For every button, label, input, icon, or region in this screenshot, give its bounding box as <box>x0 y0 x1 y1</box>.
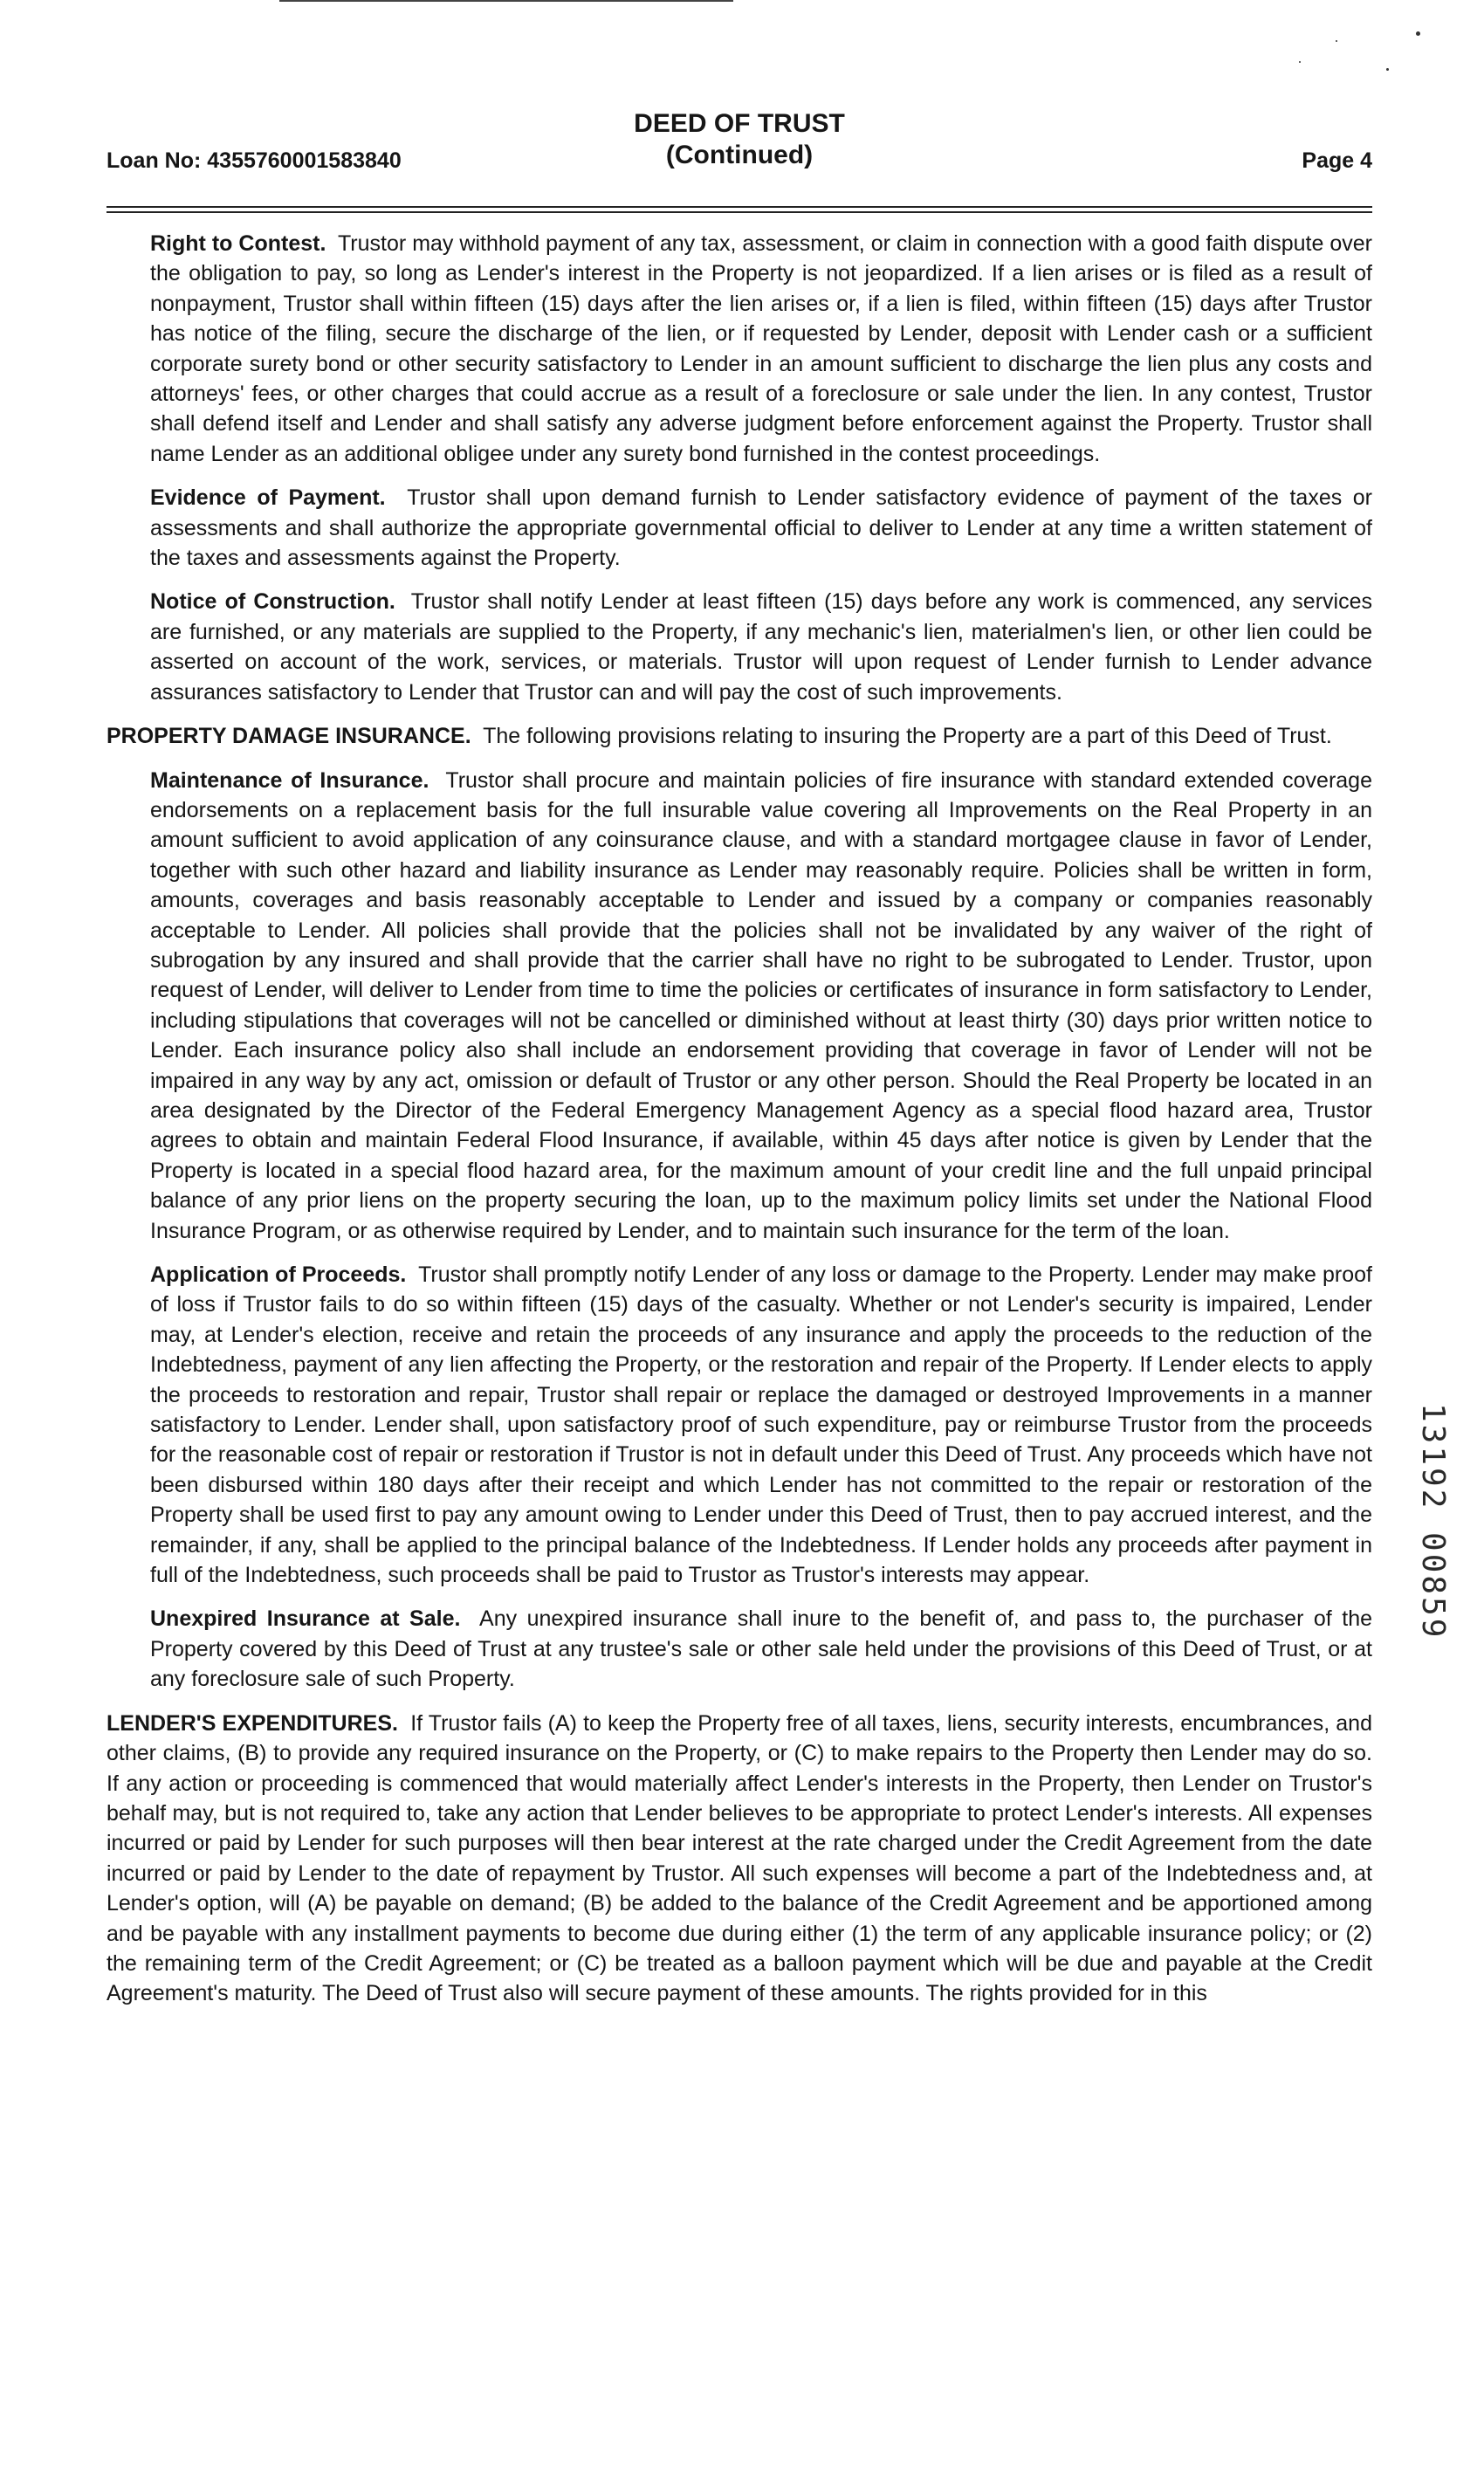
document-header <box>106 108 1372 178</box>
document-title-block <box>106 108 1372 171</box>
heading-lenders-expenditures: LENDER'S EXPENDITURES. <box>106 1710 398 1736</box>
text-application-of-proceeds: Trustor shall promptly notify Lender of any loss or damage to the Property. Lender may make proof of loss if Trustor fails to do so within fifteen (15) days of the casualty. Whether or not Lender's security is impaired, Lender may, at Lender's election, receive and retain the proceeds of any insurance and apply the proceeds to the reduction of the Indebtedness, payment of any lien affecting the Property, or the restoration and repair of the Property. If Lender elects to apply the proceeds to restoration and repair, Trustor shall repair or replace the damaged or destroyed Improvements in a manner satisfactory to Lender. Lender shall, upon satisfactory proof of such expenditure, pay or reimburse Trustor from the proceeds for the reasonable cost of repair or restoration if Trustor is not in default under this Deed of Trust. Any proceeds which have not been disbursed within 180 days after their receipt and which Lender has not committed to the repair or restoration of the Property shall be used first to pay any amount owing to Lender under this Deed of Trust, then to pay accrued interest, and the remainder, if any, shall be applied to the principal balance of the Indebtedness. If Lender holds any proceeds after payment in full of the Indebtedness, such proceeds shall be paid to Trustor as Trustor's interests may appear. <box>150 1262 1372 1588</box>
text-unexpired-insurance: Any unexpired insurance shall inure to the benefit of, and pass to, the purchaser of the Property covered by this Deed of Trust at any trustee's sale or other sale held under the provisions of this Deed of Trust, or at any foreclosure sale of such Property. <box>150 1606 1372 1692</box>
heading-unexpired-insurance: Unexpired Insurance at Sale. <box>150 1606 461 1632</box>
text-lenders-expenditures: If Trustor fails (A) to keep the Property free of all taxes, liens, security interests, encumbrances, and other claims, (B) to provide any required insurance on the Property, or (C) to make repairs to the Property then Lender may do so. If any action or proceeding is commenced that would materially affect Lender's interests in the Property, then Lender on Trustor's behalf may, but is not required to, take any action that Lender believes to be appropriate to protect Lender's interests. All expenses incurred or paid by Lender for such purposes will then bear interest at the rate charged under the Credit Agreement from the date incurred or paid by Lender to the date of repayment by Trustor. All such expenses will become a part of the Indebtedness and, at Lender's option, will (A) be payable on demand; (B) be added to the balance of the Credit Agreement and be apportioned among and be payable with any installment payments to become due during either (1) the term of any applicable insurance policy; or (2) the remaining term of the Credit Agreement; or (C) be treated as a balloon payment which will be due and payable at the Credit Agreement's maturity. The Deed of Trust also will secure payment of these amounts. The rights provided for in this <box>106 1710 1372 2006</box>
paragraph-application-of-proceeds <box>150 1260 1372 1590</box>
heading-right-to-contest: Right to Contest. <box>150 231 326 256</box>
recording-stamp-number: 13192 00859 <box>1415 1403 1451 1640</box>
scan-speck <box>1336 40 1337 42</box>
text-property-damage-insurance: The following provisions relating to insuring the Property are a part of this Deed of Trust. <box>483 724 1332 749</box>
scan-speck <box>1299 61 1301 63</box>
paragraph-property-damage-insurance <box>106 721 1372 751</box>
document-subtitle: (Continued) <box>665 141 814 169</box>
paragraph-maintenance-of-insurance <box>150 766 1372 1247</box>
header-divider-bottom <box>106 211 1372 213</box>
scan-speck <box>1416 31 1420 36</box>
top-edge-rule <box>279 0 733 2</box>
side-stamp <box>1416 1403 1468 1656</box>
text-notice-of-construction: Trustor shall notify Lender at least fifteen (15) days before any work is commenced, any services are furnished, or any materials are supplied to the Property, if any mechanic's lien, materialmen's lien, or other lien could be asserted on account of the work, services, or materials. Trustor will upon request of Lender furnish to Lender advance assurances satisfactory to Lender that Trustor can and will pay the cost of such improvements. <box>150 589 1372 705</box>
text-right-to-contest: Trustor may withhold payment of any tax, assessment, or claim in connection with a good faith dispute over the obligation to pay, so long as Lender's interest in the Property is not jeopardized. If a lien arises or is filed as a result of nonpayment, Trustor shall within fifteen (15) days after the lien arises or, if a lien is filed, within fifteen (15) days after Trustor has notice of the filing, secure the discharge of the lien, or if requested by Lender, deposit with Lender cash or a sufficient corporate surety bond or other security satisfactory to Lender in an amount sufficient to discharge the lien plus any costs and attorneys' fees, or other charges that could accrue as a result of a foreclosure or sale under the lien. In any contest, Trustor shall defend itself and Lender and shall satisfy any adverse judgment before enforcement against the Property. Trustor shall name Lender as an additional obligee under any surety bond furnished in the contest proceedings. <box>150 231 1373 466</box>
header-divider-top <box>106 206 1372 208</box>
paragraph-evidence-of-payment <box>150 483 1372 573</box>
heading-property-damage-insurance: PROPERTY DAMAGE INSURANCE. <box>106 724 471 749</box>
document-title: DEED OF TRUST <box>634 109 845 138</box>
loan-number: Loan No: 4355760001583840 <box>106 148 402 173</box>
heading-maintenance-of-insurance: Maintenance of Insurance. <box>150 767 429 793</box>
scan-speck <box>1386 68 1389 71</box>
heading-evidence-of-payment: Evidence of Payment. <box>150 485 386 511</box>
page-number: Page 4 <box>1302 148 1372 173</box>
paragraph-notice-of-construction <box>150 587 1372 707</box>
paragraph-unexpired-insurance <box>150 1604 1372 1694</box>
heading-notice-of-construction: Notice of Construction. <box>150 589 395 615</box>
paragraph-lenders-expenditures <box>106 1709 1372 2009</box>
heading-application-of-proceeds: Application of Proceeds. <box>150 1262 407 1287</box>
document-body <box>106 229 1372 2023</box>
paragraph-right-to-contest <box>150 229 1372 469</box>
text-maintenance-of-insurance: Trustor shall procure and maintain policies of fire insurance with standard extended coverage endorsements on a replacement basis for the full insurable value covering all Improvements on the Real Property in an amount sufficient to avoid application of any coinsurance clause, and with a standard mortgagee clause in favor of Lender, together with such other hazard and liability insurance as Lender may reasonably require. Policies shall be written in form, amounts, coverages and basis reasonably acceptable to Lender and issued by a company or companies reasonably acceptable to Lender. All policies shall provide that the policies shall not be invalidated by any waiver of the right of subrogation by any insured and shall provide that the carrier shall have no right to be subrogated to Lender. Trustor, upon request of Lender, will deliver to Lender from time to time the policies or certificates of insurance in form satisfactory to Lender, including stipulations that coverages will not be cancelled or diminished without at least thirty (30) days prior written notice to Lender. Each insurance policy also shall include an endorsement providing that coverage in favor of Lender will not be impaired in any way by any act, omission or default of Trustor or any other person. Should the Real Property be located in an area designated by the Director of the Federal Emergency Management Agency as a special flood hazard area, Trustor agrees to obtain and maintain Federal Flood Insurance, if available, within 45 days after notice is given by Lender that the Property is located in a special flood hazard area, for the maximum amount of your credit line and the full unpaid principal balance of any prior liens on the property securing the loan, up to the maximum policy limits set under the National Flood Insurance Program, or as otherwise required by Lender, and to maintain such insurance for the term of the loan. <box>150 767 1372 1243</box>
text-evidence-of-payment: Trustor shall upon demand furnish to Lender satisfactory evidence of payment of the taxes or assessments and shall authorize the appropriate governmental official to deliver to Lender at any time a written statement of the taxes and assessments against the Property. <box>150 485 1372 571</box>
